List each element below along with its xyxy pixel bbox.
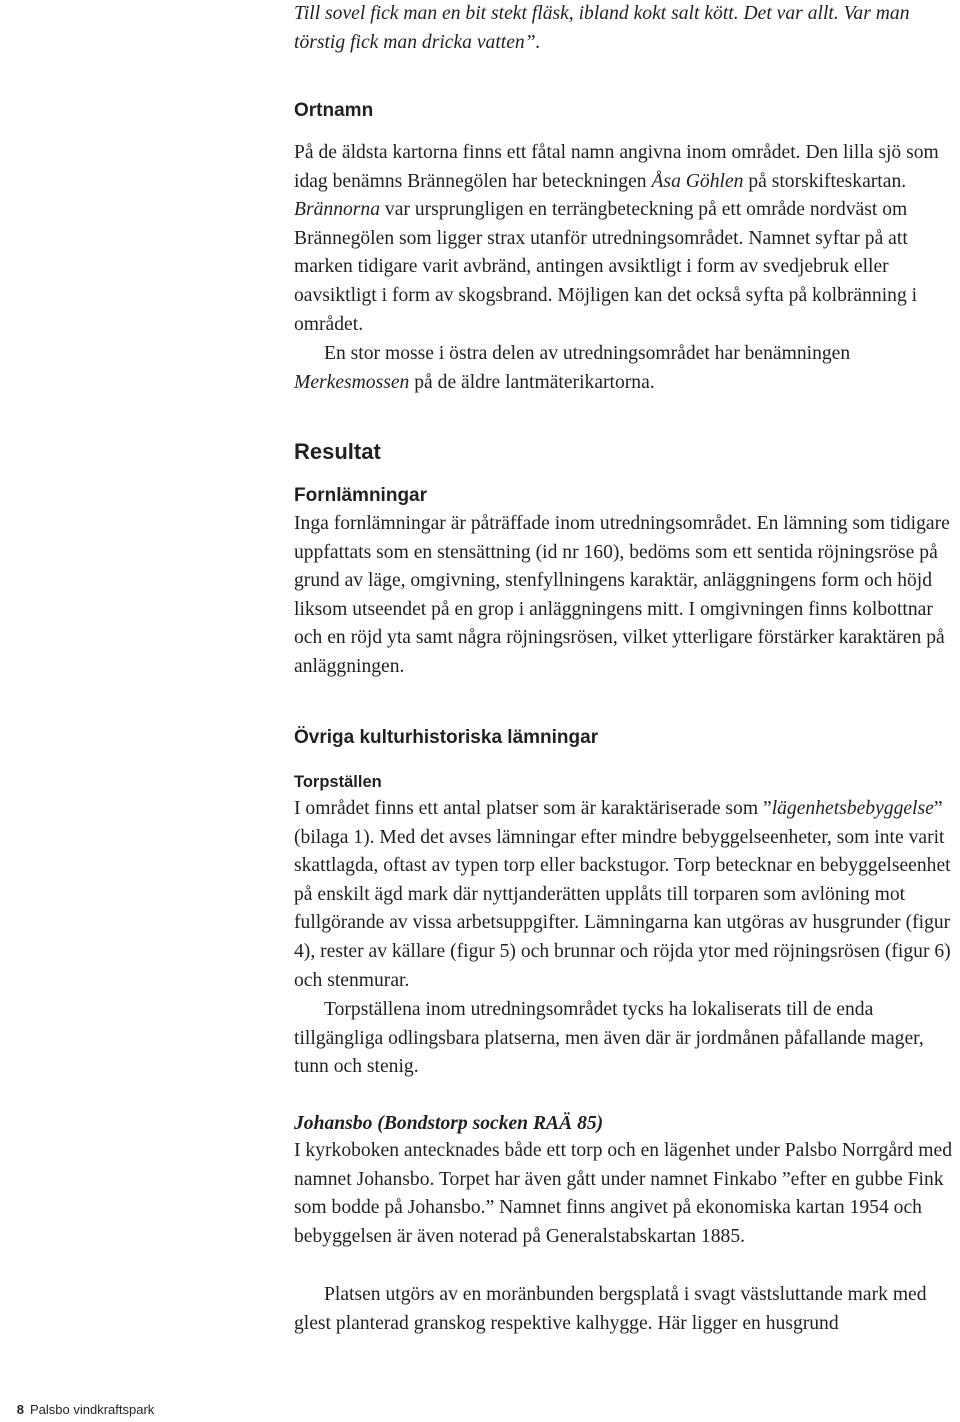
text-run: var ursprungligen en terrängbeteckning på ett område nordväst om Brännegölen som ligger strax utanför utredningsområdet. Namnet syftar på att marken tidigare varit avbränd, antingen avsiktligt i form av svedjebruk eller oavsiktligt i form av skogsbrand. Möjligen kan det också syfta på kolbränning i området. [294, 199, 918, 335]
paragraph-fornlamningar: Inga fornlämningar är påträffade inom utredningsområdet. En lämning som tidigare uppfattats som en stensättning (id nr 160), bedöms som ett sentida röjningsröse på grund av läge, omgivning, stenfyllningens karaktär, anläggningens form och höjd liksom utseendet på en grop i anläggningens mitt. I omgivningen finns kolbottnar och en röjd yta samt några röjningsrösen, vilket ytterligare förstärker karaktären på anläggningen. [294, 513, 950, 677]
heading-johansbo: Johansbo (Bondstorp socken RAÄ 85) [294, 1113, 604, 1134]
paragraph-torpstallen-1 [294, 795, 960, 995]
paragraph-johansbo-2: Platsen utgörs av en moränbunden bergsplatå i svagt västsluttande mark med glest planterad granskog respektive kalhygge. Här ligger en husgrund [294, 1284, 927, 1334]
footer-title: Palsbo vindkraftspark [30, 1402, 155, 1417]
emphasis-lagenhetsbebyggelse: lägenhetsbebyggelse [771, 798, 934, 819]
heading-ortnamn: Ortnamn [294, 100, 374, 121]
text-run: på de äldre lantmäterikartorna. [409, 371, 655, 393]
emphasis-brannorna: Brännorna [294, 199, 381, 221]
page-footer [0, 1398, 200, 1422]
top-quote: Till sovel fick man en bit stekt fläsk, ibland kokt salt kött. Det var allt. Var man törstig fick man dricka vatten”. [294, 3, 910, 53]
text-run: på storskifteskartan. [743, 170, 907, 192]
paragraph-johansbo-1: I kyrkoboken antecknades både ett torp och en lägenhet under Palsbo Norrgård med namnet Johansbo. Torpet har även gått under namnet Finkabo ”efter en gubbe Fink som bodde på Johansbo.” Namnet finns angivet på ekonomiska kartan 1954 och bebyggelsen är även noterad på Generalstabskartan 1885. [294, 1140, 952, 1247]
text-run: På de äldsta kartorna finns ett fåtal namn angivna inom området. Den lilla sjö som idag benämns Brännegölen har beteckningen [294, 142, 939, 192]
heading-ovriga: Övriga kulturhistoriska lämningar [294, 727, 599, 748]
heading-torpstallen: Torpställen [294, 773, 382, 791]
emphasis-asa-gohlen: Åsa Göhlen [651, 170, 744, 192]
paragraph-ortnamn-1 [294, 139, 960, 339]
page-number: 8 [16, 1402, 24, 1417]
text-run: En stor mosse i östra delen av utredningsområdet har benämningen [324, 343, 851, 364]
paragraph-ortnamn-2 [294, 340, 960, 397]
heading-fornlamningar: Fornlämningar [294, 485, 428, 506]
text-run: I området finns ett antal platser som är karaktäriserade som ” [294, 798, 772, 819]
emphasis-merkesmossen: Merkesmossen [294, 371, 410, 393]
heading-resultat: Resultat [294, 439, 381, 464]
paragraph-torpstallen-2: Torpställena inom utredningsområdet tycks ha lokaliserats till de enda tillgängliga odlingsbara platserna, men även där är jordmånen påfallande mager, tunn och stenig. [294, 999, 924, 1078]
text-run: ” (bilaga 1). Med det avses lämningar efter mindre bebyggelseenheter, som inte varit skattlagda, oftast av typen torp eller backstugor. Torp betecknar en bebyggelseenhet på enskilt ägd mark där nyttjanderätten upplåts till torparen som avlöning mot fullgörande av vissa arbetsuppgifter. Lämningarna kan utgöras av husgrunder (figur 4), rester av källare (figur 5) och brunnar och röjda ytor med röjningsrösen (figur 6) och stenmurar. [294, 798, 951, 991]
